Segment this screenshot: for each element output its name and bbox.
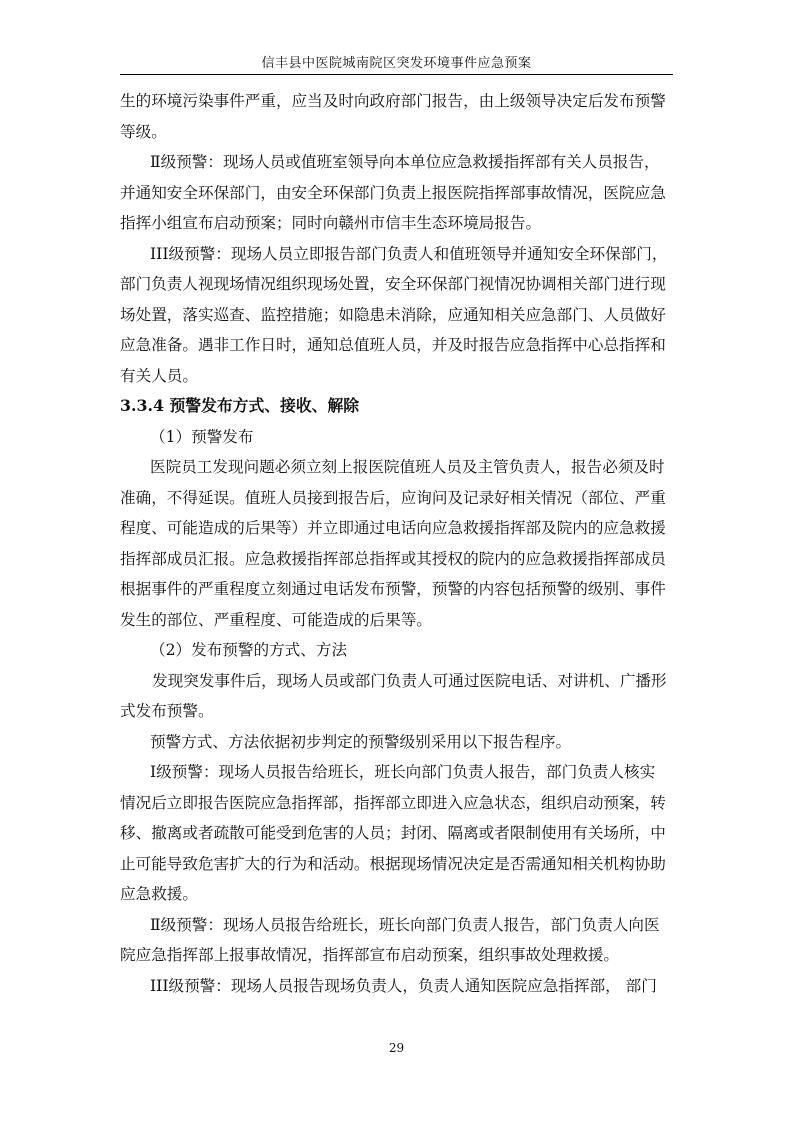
- text-line: 移、撤离或者疏散可能受到危害的人员；封闭、隔离或者限制使用有关场所，中: [120, 824, 666, 842]
- running-header: 信丰县中医院城南院区突发环境事件应急预案: [261, 56, 532, 71]
- text-line: Ⅱ级预警：现场人员报告给班长，班长向部门负责人报告，部门负责人向医: [150, 915, 660, 934]
- text-line: 情况后立即报告医院应急指挥部，指挥部立即进入应急状态，组织启动预案，转: [120, 793, 666, 812]
- text-line: 部门负责人视现场情况组织现场处置，安全环保部门视情况协调相关部门进行现: [120, 275, 666, 293]
- document-body: [120, 86, 675, 1001]
- text-line: 指挥部成员汇报。应急救援指挥部总指挥或其授权的院内的应急救援指挥部成员: [120, 549, 666, 568]
- text-line: 场处置，落实巡查、监控措施；如隐患未消除，应通知相关应急部门、人员做好: [120, 305, 666, 324]
- text-line: 发生的部位、严重程度、可能造成的后果等。: [120, 610, 432, 629]
- text-line: 程度、可能造成的后果等）并立即通过电话向应急救援指挥部及院内的应急救援: [120, 519, 666, 537]
- page-number: 29: [388, 1041, 405, 1055]
- text-line: 等级。: [120, 122, 167, 141]
- text-line: 式发布预警。: [120, 702, 214, 720]
- text-line: 有关人员。: [120, 366, 198, 385]
- text-line: 应急准备。遇非工作日时，通知总值班人员，并及时报告应急指挥中心总指挥和: [120, 336, 666, 354]
- text-line: 根据事件的严重程度立刻通过电话发布预警，预警的内容包括预警的级别、事件: [120, 580, 666, 598]
- header-rule: [120, 74, 673, 75]
- text-line: （1）预警发布: [150, 427, 254, 446]
- section-heading: 3.3.4 预警发布方式、接收、解除: [120, 396, 360, 415]
- text-line: 并通知安全环保部门，由安全环保部门负责上报医院指挥部事故情况，医院应急: [120, 183, 666, 202]
- text-line: 预警方式、方法依据初步判定的预警级别采用以下报告程序。: [150, 732, 572, 751]
- text-line: 发现突发事件后，现场人员或部门负责人可通过医院电话、对讲机、广播形: [152, 671, 667, 690]
- text-line: III级预警：现场人员报告现场负责人，负责人通知医院应急指挥部， 部门: [150, 976, 657, 995]
- text-line: I级预警：现场人员报告给班长，班长向部门负责人报告，部门负责人核实: [150, 763, 656, 781]
- text-line: 生的环境污染事件严重，应当及时向政府部门报告，由上级领导决定后发布预警: [120, 92, 666, 110]
- text-line: （2）发布预警的方式、方法: [150, 641, 348, 659]
- text-line: 医院员工发现问题必须立刻上报医院值班人员及主管负责人，报告必须及时: [150, 458, 665, 476]
- text-line: 应急救援。: [120, 885, 198, 903]
- text-line: Ⅱ级预警：现场人员或值班室领导向本单位应急救援指挥部有关人员报告，: [150, 153, 660, 171]
- text-line: 准确，不得延误。值班人员接到报告后，应询问及记录好相关情况（部位、严重: [120, 488, 666, 507]
- text-line: 指挥小组宣布启动预案；同时向赣州市信丰生态环境局报告。: [120, 214, 542, 232]
- text-line: 止可能导致危害扩大的行为和活动。根据现场情况决定是否需通知相关机构协助: [120, 854, 666, 873]
- text-line: III级预警：现场人员立即报告部门负责人和值班领导并通知安全环保部门，: [150, 244, 668, 263]
- text-line: 院应急指挥部上报事故情况，指挥部宣布启动预案，组织事故处理救援。: [120, 946, 620, 964]
